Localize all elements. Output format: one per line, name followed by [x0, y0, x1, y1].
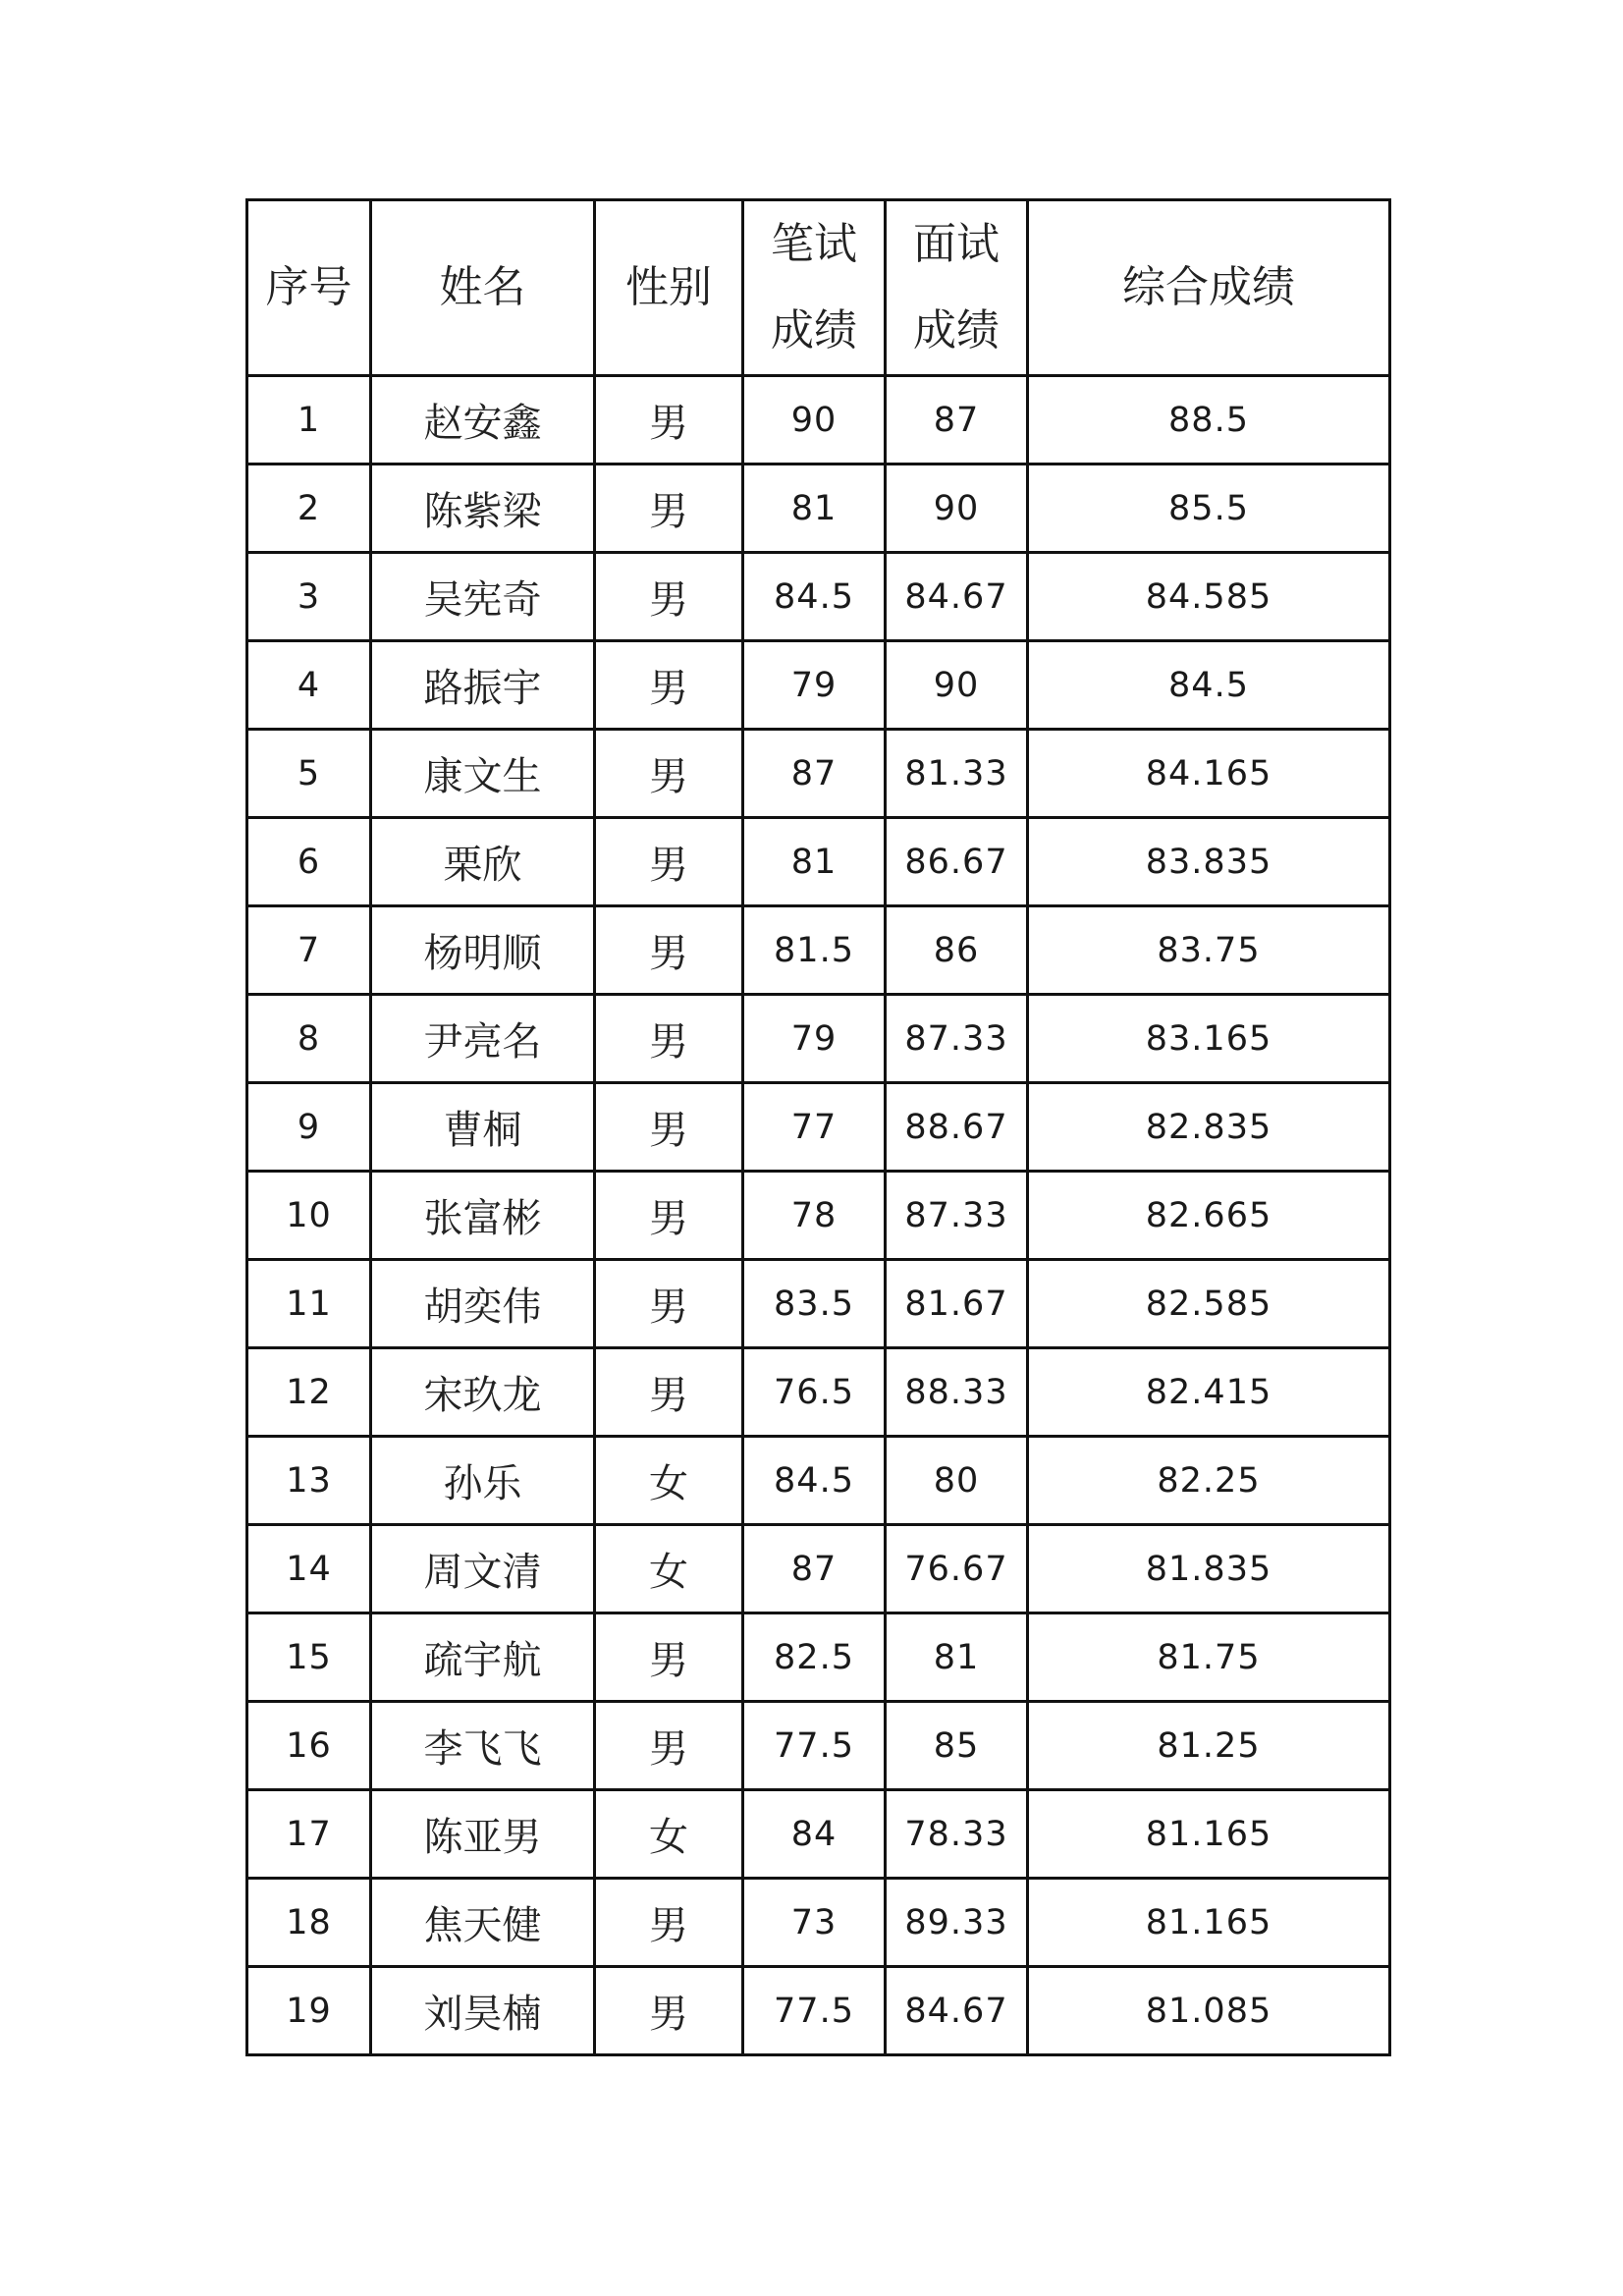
cell-name: 陈紫梁: [371, 465, 595, 553]
cell-gender: 女: [595, 1525, 743, 1613]
cell-index: 7: [247, 906, 371, 995]
table-row: [247, 995, 1390, 1083]
cell-total-score: 82.25: [1028, 1437, 1390, 1525]
table-row: [247, 906, 1390, 995]
cell-written-score: 87: [743, 730, 886, 818]
table-row: [247, 1967, 1390, 2055]
cell-written-score: 79: [743, 995, 886, 1083]
cell-index: 10: [247, 1172, 371, 1260]
cell-name: 栗欣: [371, 818, 595, 906]
cell-interview-score: 78.33: [886, 1790, 1028, 1879]
cell-total-score: 82.665: [1028, 1172, 1390, 1260]
cell-gender: 男: [595, 465, 743, 553]
table-body: [247, 376, 1390, 2055]
header-gender: 性别: [595, 200, 743, 376]
cell-written-score: 83.5: [743, 1260, 886, 1348]
header-total-score: 综合成绩: [1028, 200, 1390, 376]
cell-written-score: 87: [743, 1525, 886, 1613]
header-written-score: [743, 200, 886, 376]
cell-total-score: 83.835: [1028, 818, 1390, 906]
cell-gender: 男: [595, 1613, 743, 1702]
cell-interview-score: 87.33: [886, 995, 1028, 1083]
cell-written-score: 84: [743, 1790, 886, 1879]
table-row: [247, 1437, 1390, 1525]
table-row: [247, 465, 1390, 553]
cell-written-score: 78: [743, 1172, 886, 1260]
cell-interview-score: 90: [886, 465, 1028, 553]
cell-name: 刘昊楠: [371, 1967, 595, 2055]
cell-index: 13: [247, 1437, 371, 1525]
cell-gender: 男: [595, 1172, 743, 1260]
cell-index: 12: [247, 1348, 371, 1437]
cell-interview-score: 89.33: [886, 1879, 1028, 1967]
table-header-row: [247, 200, 1390, 376]
cell-index: 2: [247, 465, 371, 553]
cell-total-score: 82.415: [1028, 1348, 1390, 1437]
cell-total-score: 81.085: [1028, 1967, 1390, 2055]
cell-index: 17: [247, 1790, 371, 1879]
cell-written-score: 77.5: [743, 1967, 886, 2055]
cell-index: 18: [247, 1879, 371, 1967]
cell-gender: 男: [595, 641, 743, 730]
table-row: [247, 1702, 1390, 1790]
cell-name: 路振宇: [371, 641, 595, 730]
cell-total-score: 81.75: [1028, 1613, 1390, 1702]
table-row: [247, 1879, 1390, 1967]
cell-written-score: 81.5: [743, 906, 886, 995]
cell-written-score: 77.5: [743, 1702, 886, 1790]
cell-name: 尹亮名: [371, 995, 595, 1083]
cell-written-score: 82.5: [743, 1613, 886, 1702]
cell-index: 16: [247, 1702, 371, 1790]
cell-index: 9: [247, 1083, 371, 1172]
cell-gender: 男: [595, 906, 743, 995]
table-row: [247, 730, 1390, 818]
cell-interview-score: 87.33: [886, 1172, 1028, 1260]
cell-interview-score: 81.67: [886, 1260, 1028, 1348]
table-row: [247, 1348, 1390, 1437]
cell-interview-score: 80: [886, 1437, 1028, 1525]
cell-gender: 男: [595, 1967, 743, 2055]
cell-written-score: 73: [743, 1879, 886, 1967]
cell-name: 李飞飞: [371, 1702, 595, 1790]
cell-gender: 男: [595, 1083, 743, 1172]
cell-written-score: 84.5: [743, 1437, 886, 1525]
cell-interview-score: 88.33: [886, 1348, 1028, 1437]
header-name: 姓名: [371, 200, 595, 376]
cell-index: 6: [247, 818, 371, 906]
cell-gender: 男: [595, 1879, 743, 1967]
cell-total-score: 83.165: [1028, 995, 1390, 1083]
header-interview-line2: 成绩: [913, 305, 1000, 355]
cell-name: 宋玖龙: [371, 1348, 595, 1437]
cell-name: 张富彬: [371, 1172, 595, 1260]
cell-total-score: 84.585: [1028, 553, 1390, 641]
score-table: [245, 198, 1391, 2056]
cell-gender: 男: [595, 1260, 743, 1348]
cell-index: 4: [247, 641, 371, 730]
cell-written-score: 79: [743, 641, 886, 730]
cell-gender: 女: [595, 1437, 743, 1525]
table-row: [247, 1613, 1390, 1702]
cell-total-score: 84.165: [1028, 730, 1390, 818]
cell-total-score: 81.165: [1028, 1790, 1390, 1879]
cell-name: 陈亚男: [371, 1790, 595, 1879]
cell-name: 疏宇航: [371, 1613, 595, 1702]
cell-name: 赵安鑫: [371, 376, 595, 465]
cell-total-score: 82.835: [1028, 1083, 1390, 1172]
header-written-line1: 笔试: [771, 219, 857, 269]
cell-written-score: 84.5: [743, 553, 886, 641]
cell-interview-score: 84.67: [886, 553, 1028, 641]
table-row: [247, 1260, 1390, 1348]
cell-total-score: 84.5: [1028, 641, 1390, 730]
cell-interview-score: 84.67: [886, 1967, 1028, 2055]
cell-interview-score: 76.67: [886, 1525, 1028, 1613]
cell-total-score: 88.5: [1028, 376, 1390, 465]
cell-index: 3: [247, 553, 371, 641]
cell-name: 杨明顺: [371, 906, 595, 995]
cell-interview-score: 85: [886, 1702, 1028, 1790]
table-row: [247, 818, 1390, 906]
cell-index: 11: [247, 1260, 371, 1348]
cell-total-score: 81.165: [1028, 1879, 1390, 1967]
cell-name: 周文清: [371, 1525, 595, 1613]
cell-name: 康文生: [371, 730, 595, 818]
table-row: [247, 1172, 1390, 1260]
cell-gender: 男: [595, 1348, 743, 1437]
header-interview-score: [886, 200, 1028, 376]
cell-index: 8: [247, 995, 371, 1083]
cell-gender: 女: [595, 1790, 743, 1879]
table-row: [247, 553, 1390, 641]
cell-interview-score: 88.67: [886, 1083, 1028, 1172]
cell-gender: 男: [595, 376, 743, 465]
cell-written-score: 90: [743, 376, 886, 465]
cell-total-score: 81.835: [1028, 1525, 1390, 1613]
cell-written-score: 81: [743, 818, 886, 906]
cell-gender: 男: [595, 818, 743, 906]
cell-gender: 男: [595, 553, 743, 641]
cell-name: 胡奕伟: [371, 1260, 595, 1348]
table-row: [247, 1525, 1390, 1613]
cell-index: 15: [247, 1613, 371, 1702]
cell-name: 吴宪奇: [371, 553, 595, 641]
table-row: [247, 641, 1390, 730]
cell-interview-score: 86: [886, 906, 1028, 995]
cell-index: 14: [247, 1525, 371, 1613]
table-row: [247, 1083, 1390, 1172]
cell-gender: 男: [595, 995, 743, 1083]
header-interview-line1: 面试: [913, 219, 1000, 269]
table-row: [247, 1790, 1390, 1879]
cell-interview-score: 87: [886, 376, 1028, 465]
cell-interview-score: 81: [886, 1613, 1028, 1702]
table-row: [247, 376, 1390, 465]
cell-total-score: 81.25: [1028, 1702, 1390, 1790]
cell-written-score: 81: [743, 465, 886, 553]
header-index: 序号: [247, 200, 371, 376]
cell-interview-score: 90: [886, 641, 1028, 730]
cell-index: 5: [247, 730, 371, 818]
cell-name: 曹桐: [371, 1083, 595, 1172]
cell-interview-score: 81.33: [886, 730, 1028, 818]
cell-index: 19: [247, 1967, 371, 2055]
cell-total-score: 85.5: [1028, 465, 1390, 553]
cell-gender: 男: [595, 1702, 743, 1790]
cell-name: 焦天健: [371, 1879, 595, 1967]
cell-total-score: 83.75: [1028, 906, 1390, 995]
header-written-line2: 成绩: [771, 305, 857, 355]
cell-interview-score: 86.67: [886, 818, 1028, 906]
cell-total-score: 82.585: [1028, 1260, 1390, 1348]
cell-index: 1: [247, 376, 371, 465]
cell-written-score: 76.5: [743, 1348, 886, 1437]
cell-name: 孙乐: [371, 1437, 595, 1525]
cell-gender: 男: [595, 730, 743, 818]
cell-written-score: 77: [743, 1083, 886, 1172]
